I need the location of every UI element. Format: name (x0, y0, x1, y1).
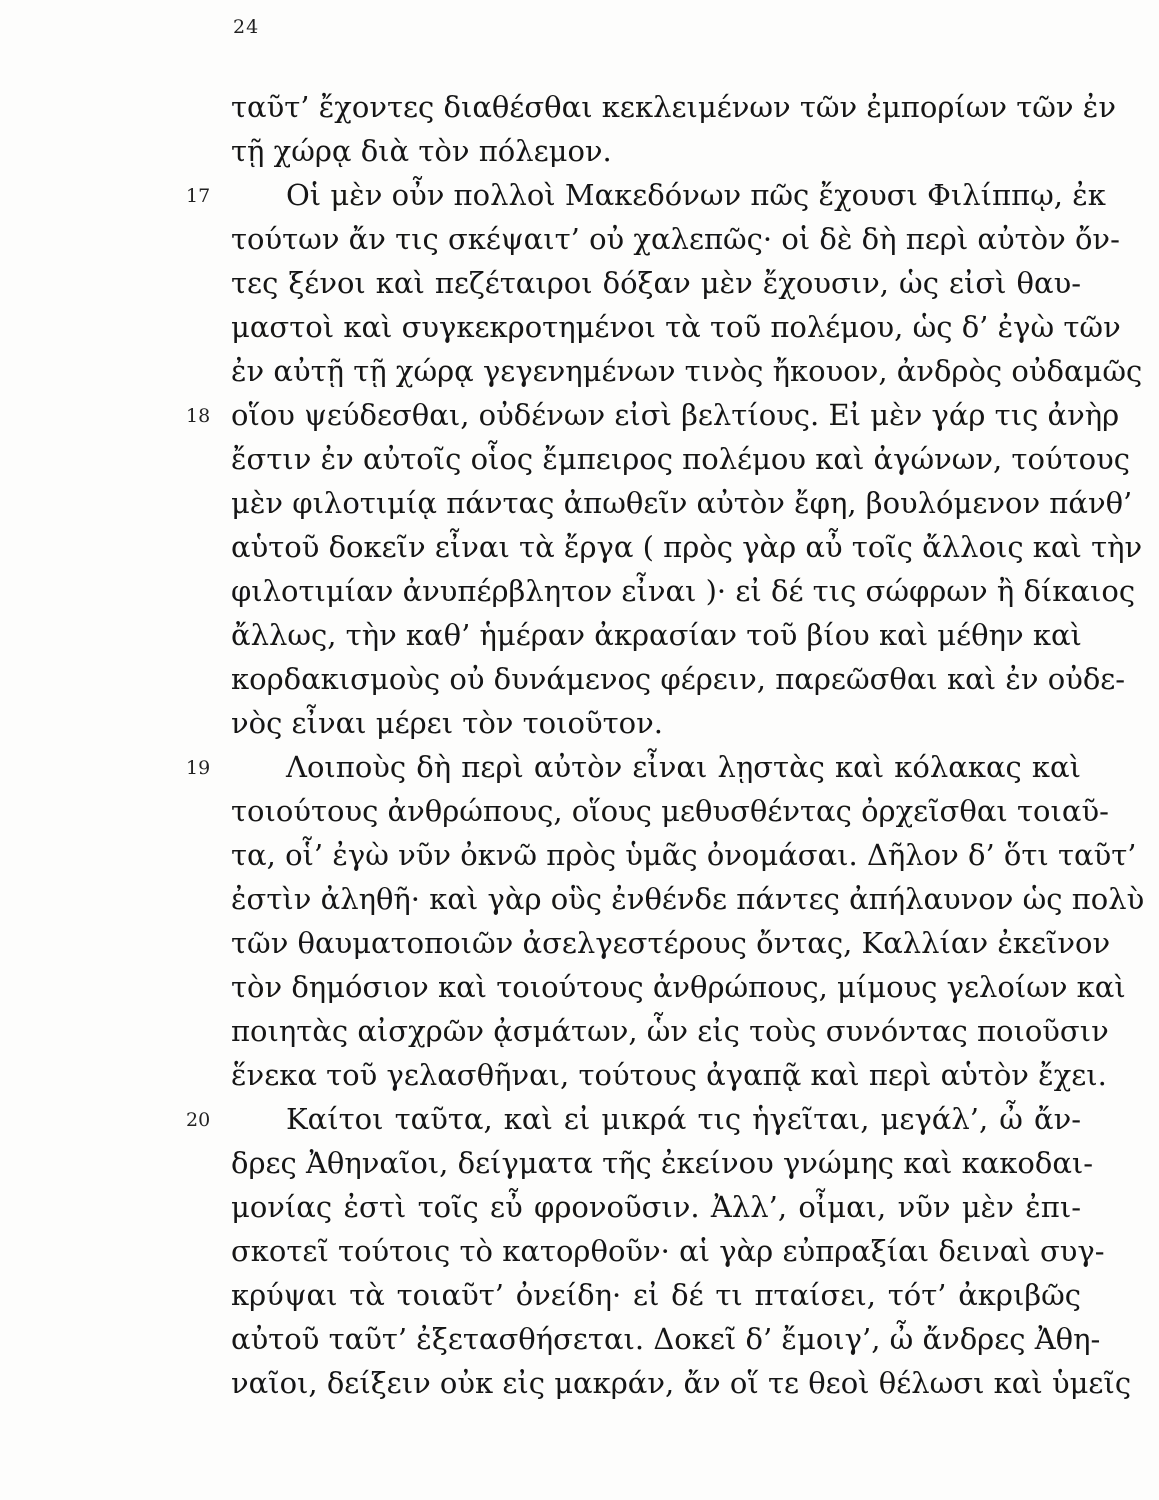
text-line: ἐν αὐτῇ τῇ χώρᾳ γεγενημένων τινὸς ἤκουον, ἀνδρὸς οὐδαμῶς (231, 354, 1143, 388)
text-line: κρύψαι τὰ τοιαῦτ’ ὀνείδη· εἰ δέ τι πταίσει, τότ’ ἀκριβῶς (231, 1278, 1081, 1312)
text-line: ναῖοι, δείξειν οὐκ εἰς μακράν, ἄν οἵ τε θεοὶ θέλωσι καὶ ὑμεῖς (231, 1366, 1132, 1400)
text-line: σκοτεῖ τούτοις τὸ κατορθοῦν· αἱ γὰρ εὐπραξίαι δειναὶ συγ- (231, 1234, 1105, 1268)
text-line: ἄλλως, τὴν καθ’ ἡμέραν ἀκρασίαν τοῦ βίου καὶ μέθην καὶ (231, 618, 1082, 652)
section-number: 18 (186, 405, 211, 427)
text-line: αὐτοῦ ταῦτ’ ἐξετασθήσεται. Δοκεῖ δ’ ἔμοιγ’, ὦ ἄνδρες Ἀθη- (231, 1322, 1101, 1356)
text-line: ἕνεκα τοῦ γελασθῆναι, τούτους ἀγαπᾷ καὶ περὶ αὑτὸν ἔχει. (231, 1058, 1107, 1092)
text-line: ἐστὶν ἀληθῆ· καὶ γὰρ οὓς ἐνθένδε πάντες ἀπήλαυνον ὡς πολὺ (231, 882, 1145, 916)
text-line: νὸς εἶναι μέρει τὸν τοιοῦτον. (231, 706, 663, 740)
text-line: τῇ χώρᾳ διὰ τὸν πόλεμον. (231, 134, 612, 168)
text-line: ταῦτ’ ἔχοντες διαθέσθαι κεκλειμένων τῶν ἐμπορίων τῶν ἐν (231, 90, 1116, 124)
text-line: αὑτοῦ δοκεῖν εἶναι τὰ ἔργα ( πρὸς γὰρ αὖ τοῖς ἄλλοις καὶ τὴν (231, 530, 1143, 564)
text-line: τα, οἷ’ ἐγὼ νῦν ὀκνῶ πρὸς ὑμᾶς ὀνομάσαι. Δῆλον δ’ ὅτι ταῦτ’ (231, 838, 1137, 872)
text-line: τῶν θαυματοποιῶν ἀσελγεστέρους ὄντας, Καλλίαν ἐκεῖνον (231, 926, 1111, 960)
section-number: 20 (186, 1109, 211, 1131)
text-line: ποιητὰς αἰσχρῶν ᾀσμάτων, ὧν εἰς τοὺς συνόντας ποιοῦσιν (231, 1014, 1109, 1048)
page-number: 24 (233, 16, 260, 38)
text-line: δρες Ἀθηναῖοι, δείγματα τῆς ἐκείνου γνώμης καὶ κακοδαι- (231, 1146, 1094, 1180)
text-line: τοιούτους ἀνθρώπους, οἵους μεθυσθέντας ὀρχεῖσθαι τοιαῦ- (231, 794, 1109, 828)
text-line: ἔστιν ἐν αὐτοῖς οἷος ἔμπειρος πολέμου καὶ ἀγώνων, τούτους (231, 442, 1130, 476)
text-line: τὸν δημόσιον καὶ τοιούτους ἀνθρώπους, μίμους γελοίων καὶ (231, 970, 1126, 1004)
text-line: φιλοτιμίαν ἀνυπέρβλητον εἶναι )· εἰ δέ τις σώφρων ἢ δίκαιος (231, 574, 1136, 608)
text-line: τες ξένοι καὶ πεζέταιροι δόξαν μὲν ἔχουσιν, ὡς εἰσὶ θαυ- (231, 266, 1081, 300)
text-line: Λοιποὺς δὴ περὶ αὐτὸν εἶναι λῃστὰς καὶ κόλακας καὶ (286, 750, 1081, 784)
section-number: 19 (186, 757, 211, 779)
text-line: Καίτοι ταῦτα, καὶ εἰ μικρά τις ἡγεῖται, μεγάλ’, ὦ ἄν- (286, 1102, 1081, 1136)
text-line: Οἱ μὲν οὖν πολλοὶ Μακεδόνων πῶς ἔχουσι Φιλίππῳ, ἐκ (286, 178, 1106, 212)
text-line: μαστοὶ καὶ συγκεκροτημένοι τὰ τοῦ πολέμου, ὡς δ’ ἐγὼ τῶν (231, 310, 1121, 344)
text-line: μὲν φιλοτιμίᾳ πάντας ἀπωθεῖν αὐτὸν ἔφη, βουλόμενον πάνθ’ (231, 486, 1133, 520)
text-line: μονίας ἐστὶ τοῖς εὖ φρονοῦσιν. Ἀλλ’, οἶμαι, νῦν μὲν ἐπι- (231, 1190, 1081, 1224)
text-line: τούτων ἄν τις σκέψαιτ’ οὐ χαλεπῶς· οἱ δὲ δὴ περὶ αὐτὸν ὄν- (231, 222, 1120, 256)
text-line: κορδακισμοὺς οὐ δυνάμενος φέρειν, παρεῶσθαι καὶ ἐν οὐδε- (231, 662, 1126, 696)
section-number: 17 (186, 185, 211, 207)
text-line: οἵου ψεύδεσθαι, οὐδένων εἰσὶ βελτίους. Εἰ μὲν γάρ τις ἀνὴρ (231, 398, 1120, 432)
